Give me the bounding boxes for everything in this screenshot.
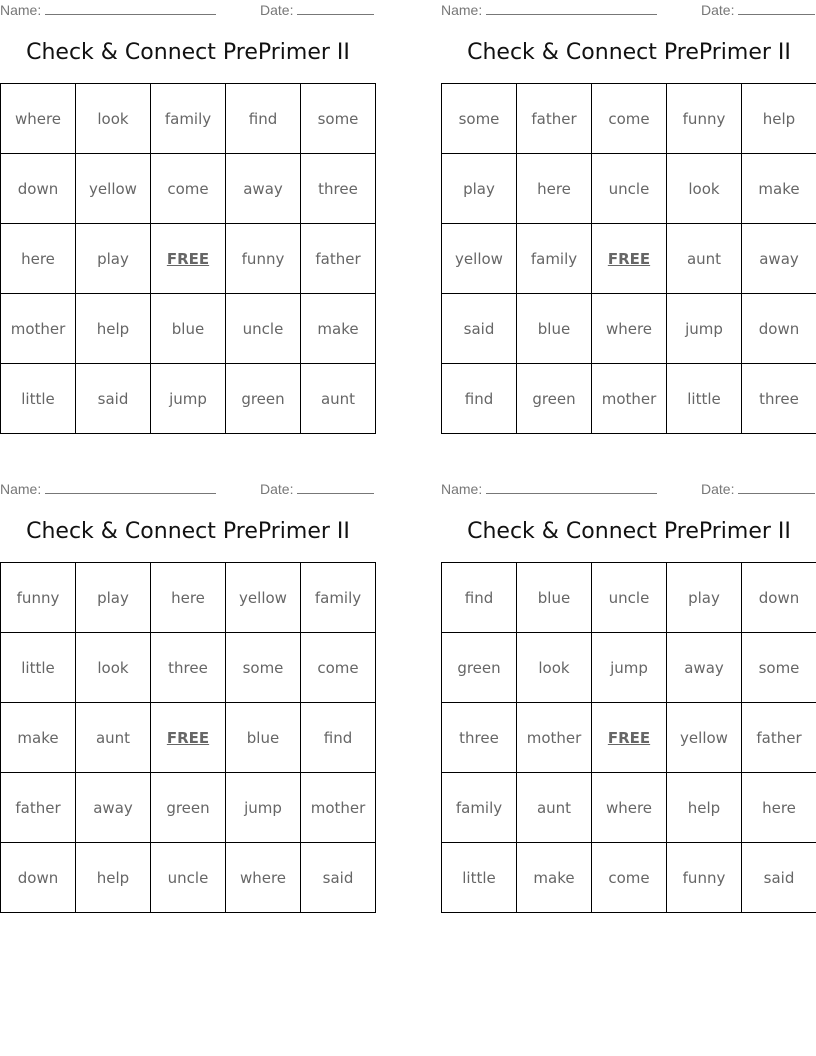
- word-cell: funny: [226, 224, 301, 294]
- word-cell: play: [442, 154, 517, 224]
- word-cell: look: [76, 84, 151, 154]
- word-cell: aunt: [301, 364, 376, 434]
- grid-row: [442, 224, 816, 294]
- word-cell: here: [742, 773, 816, 843]
- word-cell: make: [301, 294, 376, 364]
- bingo-card-3: [0, 479, 376, 919]
- grid-row: [442, 563, 816, 633]
- word-cell: come: [592, 843, 667, 913]
- word-cell: uncle: [151, 843, 226, 913]
- word-cell: find: [442, 563, 517, 633]
- date-label: Date:: [701, 481, 735, 497]
- word-cell: green: [517, 364, 592, 434]
- word-cell: make: [517, 843, 592, 913]
- word-cell: some: [442, 84, 517, 154]
- grid-row: [1, 703, 376, 773]
- date-label: Date:: [701, 2, 735, 18]
- word-cell: where: [1, 84, 76, 154]
- word-cell: help: [742, 84, 816, 154]
- word-cell: said: [76, 364, 151, 434]
- word-cell: yellow: [76, 154, 151, 224]
- word-cell: said: [442, 294, 517, 364]
- word-cell: yellow: [226, 563, 301, 633]
- bingo-grid: [441, 562, 816, 913]
- card-title: Check & Connect PrePrimer II: [26, 40, 350, 65]
- word-cell: little: [667, 364, 742, 434]
- free-space: FREE: [151, 703, 226, 773]
- name-field: [441, 481, 657, 497]
- word-cell: three: [151, 633, 226, 703]
- name-line: [486, 483, 657, 494]
- word-cell: family: [517, 224, 592, 294]
- word-cell: find: [226, 84, 301, 154]
- word-cell: down: [742, 294, 816, 364]
- name-line: [45, 483, 216, 494]
- card-header: [0, 0, 376, 20]
- word-cell: family: [301, 563, 376, 633]
- word-cell: green: [226, 364, 301, 434]
- name-field: [0, 2, 216, 18]
- word-cell: away: [742, 224, 816, 294]
- word-cell: where: [592, 773, 667, 843]
- word-cell: mother: [301, 773, 376, 843]
- grid-row: [1, 294, 376, 364]
- word-cell: father: [301, 224, 376, 294]
- word-cell: come: [151, 154, 226, 224]
- date-line: [297, 483, 374, 494]
- word-cell: uncle: [592, 154, 667, 224]
- grid-row: [1, 364, 376, 434]
- word-cell: blue: [517, 563, 592, 633]
- word-cell: make: [1, 703, 76, 773]
- name-line: [486, 4, 657, 15]
- word-cell: jump: [592, 633, 667, 703]
- word-cell: yellow: [442, 224, 517, 294]
- word-cell: said: [301, 843, 376, 913]
- word-cell: funny: [1, 563, 76, 633]
- free-space: FREE: [151, 224, 226, 294]
- word-cell: here: [1, 224, 76, 294]
- word-cell: funny: [667, 843, 742, 913]
- word-cell: uncle: [226, 294, 301, 364]
- word-cell: jump: [667, 294, 742, 364]
- word-cell: help: [76, 843, 151, 913]
- grid-row: [1, 154, 376, 224]
- word-cell: look: [76, 633, 151, 703]
- word-cell: family: [151, 84, 226, 154]
- card-header: [441, 0, 816, 20]
- word-cell: some: [742, 633, 816, 703]
- word-cell: green: [442, 633, 517, 703]
- word-cell: find: [442, 364, 517, 434]
- name-line: [45, 4, 216, 15]
- word-cell: here: [517, 154, 592, 224]
- word-cell: said: [742, 843, 816, 913]
- word-cell: down: [1, 154, 76, 224]
- grid-row: [442, 294, 816, 364]
- date-line: [297, 4, 374, 15]
- word-cell: aunt: [76, 703, 151, 773]
- word-cell: aunt: [517, 773, 592, 843]
- word-cell: father: [1, 773, 76, 843]
- word-cell: aunt: [667, 224, 742, 294]
- grid-row: [1, 84, 376, 154]
- word-cell: help: [76, 294, 151, 364]
- word-cell: jump: [226, 773, 301, 843]
- word-cell: uncle: [592, 563, 667, 633]
- date-field: [260, 481, 374, 497]
- word-cell: funny: [667, 84, 742, 154]
- word-cell: look: [667, 154, 742, 224]
- name-label: Name:: [0, 2, 42, 18]
- card-header: [441, 479, 816, 499]
- word-cell: little: [1, 633, 76, 703]
- word-cell: father: [517, 84, 592, 154]
- grid-row: [1, 224, 376, 294]
- word-cell: mother: [592, 364, 667, 434]
- word-cell: three: [442, 703, 517, 773]
- grid-row: [442, 843, 816, 913]
- word-cell: play: [76, 563, 151, 633]
- word-cell: away: [226, 154, 301, 224]
- word-cell: three: [742, 364, 816, 434]
- bingo-grid: [441, 83, 816, 434]
- word-cell: mother: [517, 703, 592, 773]
- grid-row: [442, 633, 816, 703]
- word-cell: blue: [226, 703, 301, 773]
- grid-row: [442, 364, 816, 434]
- word-cell: little: [442, 843, 517, 913]
- word-cell: come: [592, 84, 667, 154]
- word-cell: play: [667, 563, 742, 633]
- word-cell: here: [151, 563, 226, 633]
- date-label: Date:: [260, 481, 294, 497]
- bingo-card-1: [0, 0, 376, 440]
- word-cell: come: [301, 633, 376, 703]
- grid-row: [442, 84, 816, 154]
- card-title: Check & Connect PrePrimer II: [467, 40, 791, 65]
- grid-row: [442, 773, 816, 843]
- grid-row: [1, 843, 376, 913]
- word-cell: green: [151, 773, 226, 843]
- grid-row: [1, 773, 376, 843]
- grid-row: [442, 154, 816, 224]
- word-cell: where: [226, 843, 301, 913]
- date-label: Date:: [260, 2, 294, 18]
- word-cell: look: [517, 633, 592, 703]
- name-field: [441, 2, 657, 18]
- word-cell: away: [667, 633, 742, 703]
- word-cell: little: [1, 364, 76, 434]
- word-cell: yellow: [667, 703, 742, 773]
- bingo-card-4: [441, 479, 816, 919]
- word-cell: father: [742, 703, 816, 773]
- card-title: Check & Connect PrePrimer II: [467, 519, 791, 544]
- card-header: [0, 479, 376, 499]
- name-label: Name:: [441, 2, 483, 18]
- word-cell: help: [667, 773, 742, 843]
- word-cell: make: [742, 154, 816, 224]
- word-cell: where: [592, 294, 667, 364]
- word-cell: some: [301, 84, 376, 154]
- date-field: [260, 2, 374, 18]
- free-space: FREE: [592, 224, 667, 294]
- date-line: [738, 483, 815, 494]
- bingo-grid: [0, 562, 376, 913]
- grid-row: [442, 703, 816, 773]
- word-cell: mother: [1, 294, 76, 364]
- word-cell: jump: [151, 364, 226, 434]
- grid-row: [1, 563, 376, 633]
- word-cell: three: [301, 154, 376, 224]
- word-cell: away: [76, 773, 151, 843]
- word-cell: some: [226, 633, 301, 703]
- date-line: [738, 4, 815, 15]
- word-cell: blue: [151, 294, 226, 364]
- grid-row: [1, 633, 376, 703]
- date-field: [701, 2, 815, 18]
- word-cell: family: [442, 773, 517, 843]
- bingo-card-2: [441, 0, 816, 440]
- name-field: [0, 481, 216, 497]
- name-label: Name:: [441, 481, 483, 497]
- bingo-grid: [0, 83, 376, 434]
- word-cell: blue: [517, 294, 592, 364]
- name-label: Name:: [0, 481, 42, 497]
- word-cell: play: [76, 224, 151, 294]
- word-cell: find: [301, 703, 376, 773]
- card-title: Check & Connect PrePrimer II: [26, 519, 350, 544]
- date-field: [701, 481, 815, 497]
- word-cell: down: [1, 843, 76, 913]
- word-cell: down: [742, 563, 816, 633]
- free-space: FREE: [592, 703, 667, 773]
